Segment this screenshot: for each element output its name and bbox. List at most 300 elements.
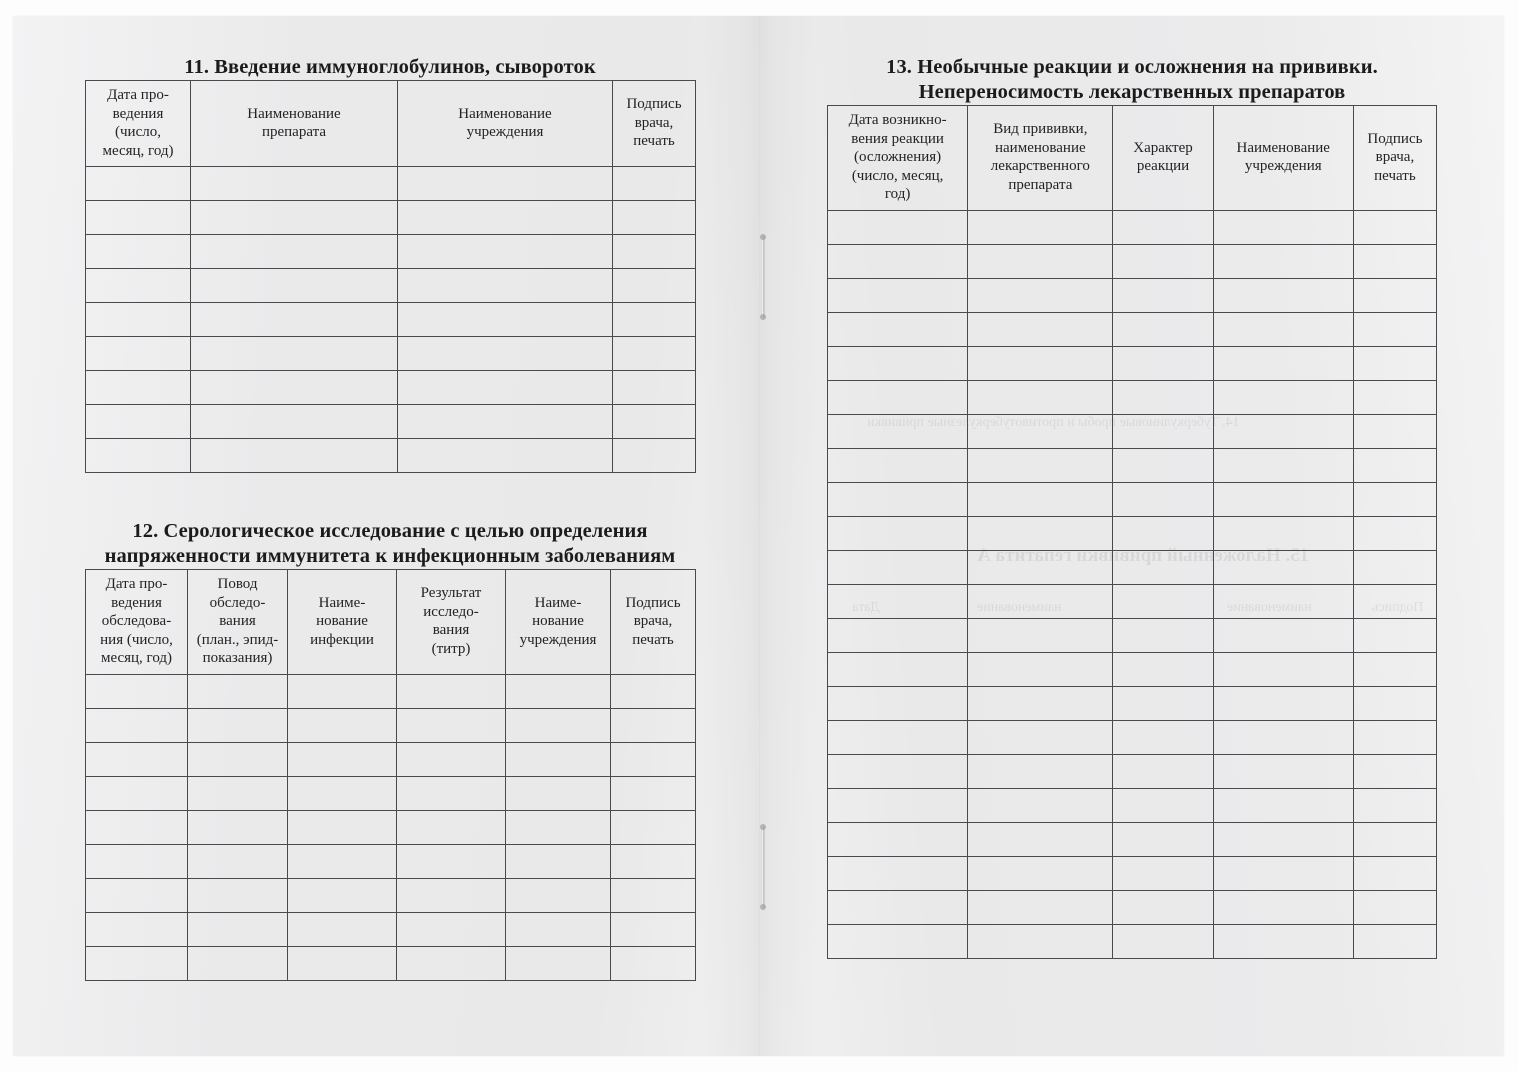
table-cell[interactable] — [611, 708, 696, 742]
table-cell[interactable] — [828, 380, 968, 414]
table-cell[interactable] — [1213, 380, 1353, 414]
table-cell[interactable] — [506, 776, 611, 810]
table-cell[interactable] — [506, 674, 611, 708]
table-cell[interactable] — [1113, 312, 1213, 346]
table-cell[interactable] — [506, 742, 611, 776]
table-cell[interactable] — [86, 776, 188, 810]
section-12-table-head — [86, 570, 696, 675]
section-11 — [85, 55, 695, 473]
table-cell[interactable] — [86, 269, 191, 303]
table-cell[interactable] — [1113, 856, 1213, 890]
table-cell[interactable] — [288, 708, 397, 742]
table-cell[interactable] — [828, 720, 968, 754]
table-cell[interactable] — [1113, 210, 1213, 244]
table-cell[interactable] — [1213, 346, 1353, 380]
table-cell[interactable] — [1353, 652, 1436, 686]
table-cell[interactable] — [828, 278, 968, 312]
table-row[interactable] — [86, 337, 696, 371]
column-header-vaccine-type — [968, 106, 1113, 211]
table-cell[interactable] — [613, 167, 696, 201]
table-cell[interactable] — [968, 856, 1113, 890]
header-line: (план., эпид- — [196, 631, 279, 648]
table-row[interactable] — [828, 856, 1437, 890]
table-cell[interactable] — [968, 788, 1113, 822]
table-row[interactable] — [828, 924, 1437, 958]
table-cell[interactable] — [1353, 584, 1436, 618]
table-cell[interactable] — [1113, 924, 1213, 958]
table-cell[interactable] — [611, 810, 696, 844]
section-13-table — [827, 105, 1437, 959]
table-cell[interactable] — [397, 742, 506, 776]
table-cell[interactable] — [86, 946, 188, 980]
table-cell[interactable] — [1213, 550, 1353, 584]
section-13-table-body — [828, 210, 1437, 958]
column-header-institution-name — [1213, 106, 1353, 211]
table-cell[interactable] — [191, 337, 398, 371]
table-row[interactable] — [828, 516, 1437, 550]
table-cell[interactable] — [1113, 652, 1213, 686]
table-cell[interactable] — [397, 776, 506, 810]
table-cell[interactable] — [828, 550, 968, 584]
table-cell[interactable] — [1113, 754, 1213, 788]
header-line: препарата — [261, 124, 327, 140]
table-cell[interactable] — [86, 405, 191, 439]
table-cell[interactable] — [968, 448, 1113, 482]
table-cell[interactable] — [191, 201, 398, 235]
table-cell[interactable] — [828, 890, 968, 924]
table-cell[interactable] — [1213, 516, 1353, 550]
table-cell[interactable] — [1113, 550, 1213, 584]
table-cell[interactable] — [1353, 686, 1436, 720]
table-cell[interactable] — [1113, 788, 1213, 822]
table-cell[interactable] — [968, 618, 1113, 652]
header-line: нование — [532, 613, 584, 629]
table-cell[interactable] — [86, 878, 188, 912]
table-cell[interactable] — [191, 167, 398, 201]
table-row[interactable] — [828, 448, 1437, 482]
table-cell[interactable] — [828, 686, 968, 720]
table-row[interactable] — [86, 674, 696, 708]
table-cell[interactable] — [1113, 482, 1213, 516]
section-12 — [85, 519, 695, 981]
table-cell[interactable] — [828, 924, 968, 958]
table-row[interactable] — [828, 686, 1437, 720]
header-line: месяц, год) — [100, 650, 173, 666]
table-cell[interactable] — [288, 844, 397, 878]
header-line: Наименование — [458, 105, 552, 122]
table-cell[interactable] — [1113, 584, 1213, 618]
header-line: вения реакции — [851, 130, 944, 147]
table-row[interactable] — [828, 788, 1437, 822]
right-page — [827, 55, 1437, 959]
table-cell[interactable] — [1113, 720, 1213, 754]
table-cell[interactable] — [1353, 618, 1436, 652]
table-cell[interactable] — [968, 720, 1113, 754]
column-header-result-titre — [397, 570, 506, 675]
table-cell[interactable] — [1213, 720, 1353, 754]
table-cell[interactable] — [397, 946, 506, 980]
table-cell[interactable] — [288, 946, 397, 980]
table-row[interactable] — [86, 742, 696, 776]
table-cell[interactable] — [1213, 312, 1353, 346]
table-cell[interactable] — [828, 448, 968, 482]
section-12-title-line-1: 12. Серологическое исследование с целью определения — [132, 520, 648, 542]
table-cell[interactable] — [86, 439, 191, 473]
table-row[interactable] — [828, 414, 1437, 448]
table-cell[interactable] — [398, 167, 613, 201]
table-header-row — [828, 106, 1437, 211]
section-11-title — [85, 55, 695, 80]
table-cell[interactable] — [86, 674, 188, 708]
table-cell[interactable] — [968, 890, 1113, 924]
table-row[interactable] — [828, 380, 1437, 414]
table-cell[interactable] — [188, 776, 288, 810]
table-cell[interactable] — [1353, 754, 1436, 788]
table-cell[interactable] — [188, 674, 288, 708]
table-cell[interactable] — [288, 912, 397, 946]
table-cell[interactable] — [828, 754, 968, 788]
table-cell[interactable] — [611, 674, 696, 708]
table-cell[interactable] — [1213, 584, 1353, 618]
table-cell[interactable] — [1213, 754, 1353, 788]
table-cell[interactable] — [611, 878, 696, 912]
section-11-table — [85, 80, 696, 473]
table-cell[interactable] — [86, 235, 191, 269]
table-cell[interactable] — [288, 776, 397, 810]
table-cell[interactable] — [1353, 278, 1436, 312]
table-row[interactable] — [828, 482, 1437, 516]
table-cell[interactable] — [968, 516, 1113, 550]
table-cell[interactable] — [613, 303, 696, 337]
table-cell[interactable] — [1113, 686, 1213, 720]
table-cell[interactable] — [188, 946, 288, 980]
header-line: Вид прививки, — [993, 121, 1088, 138]
table-cell[interactable] — [288, 810, 397, 844]
section-11-table-head — [86, 81, 696, 167]
header-line: врача, — [1375, 149, 1415, 165]
header-line: Дата возникно- — [848, 112, 947, 128]
table-cell[interactable] — [1113, 346, 1213, 380]
table-cell[interactable] — [191, 371, 398, 405]
table-cell[interactable] — [968, 244, 1113, 278]
table-cell[interactable] — [1113, 380, 1213, 414]
table-cell[interactable] — [1113, 244, 1213, 278]
table-cell[interactable] — [968, 754, 1113, 788]
table-cell[interactable] — [86, 844, 188, 878]
table-cell[interactable] — [968, 380, 1113, 414]
table-cell[interactable] — [1353, 856, 1436, 890]
table-cell[interactable] — [1353, 924, 1436, 958]
section-12-table-body — [86, 674, 696, 980]
table-cell[interactable] — [86, 167, 191, 201]
table-cell[interactable] — [191, 405, 398, 439]
header-line: нование — [316, 613, 368, 629]
table-cell[interactable] — [828, 414, 968, 448]
table-cell[interactable] — [1113, 278, 1213, 312]
table-row[interactable] — [828, 754, 1437, 788]
table-cell[interactable] — [506, 878, 611, 912]
table-cell[interactable] — [613, 371, 696, 405]
table-cell[interactable] — [1113, 516, 1213, 550]
table-cell[interactable] — [968, 686, 1113, 720]
table-cell[interactable] — [968, 482, 1113, 516]
table-row[interactable] — [86, 371, 696, 405]
table-cell[interactable] — [191, 269, 398, 303]
table-row[interactable] — [828, 210, 1437, 244]
table-cell[interactable] — [828, 312, 968, 346]
table-cell[interactable] — [1353, 210, 1436, 244]
table-cell[interactable] — [968, 924, 1113, 958]
table-cell[interactable] — [398, 337, 613, 371]
table-cell[interactable] — [968, 584, 1113, 618]
table-row[interactable] — [828, 890, 1437, 924]
table-cell[interactable] — [86, 303, 191, 337]
header-line: Наименование — [1236, 139, 1330, 156]
header-line: Повод — [217, 576, 258, 592]
table-cell[interactable] — [191, 235, 398, 269]
table-cell[interactable] — [86, 912, 188, 946]
table-cell[interactable] — [1113, 618, 1213, 652]
table-cell[interactable] — [611, 776, 696, 810]
table-cell[interactable] — [288, 878, 397, 912]
table-row[interactable] — [828, 822, 1437, 856]
table-cell[interactable] — [968, 312, 1113, 346]
table-cell[interactable] — [613, 201, 696, 235]
table-cell[interactable] — [1213, 788, 1353, 822]
table-cell[interactable] — [828, 856, 968, 890]
table-cell[interactable] — [1113, 822, 1213, 856]
table-row[interactable] — [86, 844, 696, 878]
table-cell[interactable] — [288, 742, 397, 776]
table-cell[interactable] — [86, 810, 188, 844]
table-cell[interactable] — [506, 912, 611, 946]
section-13-title — [827, 55, 1437, 105]
table-cell[interactable] — [506, 708, 611, 742]
table-cell[interactable] — [828, 788, 968, 822]
table-cell[interactable] — [188, 844, 288, 878]
table-cell[interactable] — [1353, 550, 1436, 584]
table-cell[interactable] — [1353, 312, 1436, 346]
table-cell[interactable] — [968, 550, 1113, 584]
table-cell[interactable] — [188, 810, 288, 844]
table-cell[interactable] — [1113, 448, 1213, 482]
table-cell[interactable] — [613, 269, 696, 303]
table-cell[interactable] — [398, 439, 613, 473]
table-cell[interactable] — [968, 210, 1113, 244]
table-row[interactable] — [86, 776, 696, 810]
table-cell[interactable] — [86, 742, 188, 776]
table-cell[interactable] — [1213, 482, 1353, 516]
table-cell[interactable] — [398, 371, 613, 405]
table-row[interactable] — [828, 584, 1437, 618]
table-cell[interactable] — [968, 278, 1113, 312]
header-line: печать — [632, 631, 674, 648]
table-cell[interactable] — [188, 742, 288, 776]
table-cell[interactable] — [398, 201, 613, 235]
table-cell[interactable] — [397, 878, 506, 912]
table-cell[interactable] — [188, 878, 288, 912]
header-line: обследова- — [101, 613, 172, 629]
table-cell[interactable] — [968, 652, 1113, 686]
table-row[interactable] — [828, 720, 1437, 754]
table-cell[interactable] — [828, 244, 968, 278]
table-cell[interactable] — [1353, 890, 1436, 924]
header-line: вания — [219, 613, 256, 629]
table-cell[interactable] — [1353, 346, 1436, 380]
table-cell[interactable] — [613, 337, 696, 371]
table-row[interactable] — [86, 167, 696, 201]
table-row[interactable] — [86, 878, 696, 912]
table-cell[interactable] — [397, 912, 506, 946]
table-cell[interactable] — [1213, 822, 1353, 856]
table-row[interactable] — [86, 439, 696, 473]
table-cell[interactable] — [611, 912, 696, 946]
header-line: Подпись — [625, 594, 681, 611]
table-cell[interactable] — [86, 337, 191, 371]
table-row[interactable] — [828, 278, 1437, 312]
table-cell[interactable] — [1213, 414, 1353, 448]
table-cell[interactable] — [1353, 244, 1436, 278]
table-cell[interactable] — [1213, 244, 1353, 278]
table-cell[interactable] — [613, 405, 696, 439]
header-line: лекарственного — [990, 158, 1090, 175]
table-row[interactable] — [828, 550, 1437, 584]
table-cell[interactable] — [828, 346, 968, 380]
table-cell[interactable] — [1353, 448, 1436, 482]
table-cell[interactable] — [397, 810, 506, 844]
table-cell[interactable] — [398, 235, 613, 269]
header-line: (число, — [115, 124, 161, 140]
table-row[interactable] — [86, 303, 696, 337]
table-row[interactable] — [86, 946, 696, 980]
table-cell[interactable] — [611, 742, 696, 776]
header-line: ведения — [112, 105, 164, 122]
table-cell[interactable] — [828, 516, 968, 550]
section-12-table — [85, 569, 696, 981]
table-cell[interactable] — [86, 371, 191, 405]
header-line: наименование — [995, 139, 1086, 156]
table-row[interactable] — [86, 269, 696, 303]
table-cell[interactable] — [86, 708, 188, 742]
header-line: месяц, год) — [102, 142, 174, 159]
table-cell[interactable] — [398, 303, 613, 337]
table-cell[interactable] — [828, 482, 968, 516]
table-cell[interactable] — [398, 405, 613, 439]
table-cell[interactable] — [1113, 414, 1213, 448]
table-cell[interactable] — [188, 912, 288, 946]
table-cell[interactable] — [397, 708, 506, 742]
table-row[interactable] — [828, 244, 1437, 278]
header-line: Результат — [420, 585, 482, 602]
table-row[interactable] — [828, 312, 1437, 346]
header-line: Наиме- — [534, 594, 582, 611]
table-cell[interactable] — [611, 844, 696, 878]
table-row[interactable] — [86, 810, 696, 844]
table-cell[interactable] — [611, 946, 696, 980]
section-12-title-line-2: напряженности иммунитета к инфекционным заболеваниям — [104, 545, 676, 567]
table-cell[interactable] — [828, 584, 968, 618]
table-cell[interactable] — [1353, 720, 1436, 754]
column-header-institution-name — [506, 570, 611, 675]
table-cell[interactable] — [1353, 414, 1436, 448]
staple-bottom-icon — [761, 826, 765, 908]
header-line: (осложнения) — [854, 149, 942, 165]
table-cell[interactable] — [1213, 210, 1353, 244]
table-cell[interactable] — [397, 844, 506, 878]
table-cell[interactable] — [398, 269, 613, 303]
column-header-reaction-date — [828, 106, 968, 211]
table-cell[interactable] — [506, 844, 611, 878]
table-cell[interactable] — [1353, 516, 1436, 550]
header-line: реакции — [1136, 158, 1190, 175]
table-cell[interactable] — [828, 210, 968, 244]
staple-top-icon — [761, 236, 765, 318]
table-cell[interactable] — [1353, 788, 1436, 822]
table-cell[interactable] — [828, 652, 968, 686]
table-row[interactable] — [86, 201, 696, 235]
table-cell[interactable] — [968, 346, 1113, 380]
column-header-exam-reason — [188, 570, 288, 675]
table-cell[interactable] — [1213, 278, 1353, 312]
table-cell[interactable] — [1213, 890, 1353, 924]
table-cell[interactable] — [191, 439, 398, 473]
table-cell[interactable] — [1213, 686, 1353, 720]
table-row[interactable] — [86, 405, 696, 439]
table-cell[interactable] — [1113, 890, 1213, 924]
table-cell[interactable] — [613, 439, 696, 473]
table-cell[interactable] — [86, 201, 191, 235]
table-row[interactable] — [828, 618, 1437, 652]
table-cell[interactable] — [828, 822, 968, 856]
table-cell[interactable] — [1213, 924, 1353, 958]
table-cell[interactable] — [968, 822, 1113, 856]
header-line: год) — [884, 186, 911, 202]
table-cell[interactable] — [1213, 856, 1353, 890]
table-cell[interactable] — [613, 235, 696, 269]
table-cell[interactable] — [188, 708, 288, 742]
table-cell[interactable] — [1353, 482, 1436, 516]
table-cell[interactable] — [506, 946, 611, 980]
table-row[interactable] — [828, 346, 1437, 380]
table-cell[interactable] — [1213, 448, 1353, 482]
table-cell[interactable] — [1353, 822, 1436, 856]
table-cell[interactable] — [506, 810, 611, 844]
table-row[interactable] — [86, 912, 696, 946]
column-header-institution-name — [398, 81, 613, 167]
table-cell[interactable] — [397, 674, 506, 708]
table-cell[interactable] — [1213, 652, 1353, 686]
header-line: Дата про- — [107, 87, 169, 103]
header-line: Наиме- — [318, 594, 366, 611]
table-cell[interactable] — [1213, 618, 1353, 652]
header-line: (титр) — [431, 640, 471, 657]
table-cell[interactable] — [191, 303, 398, 337]
table-row[interactable] — [86, 235, 696, 269]
table-header-row — [86, 81, 696, 167]
table-row[interactable] — [828, 652, 1437, 686]
table-cell[interactable] — [828, 618, 968, 652]
table-row[interactable] — [86, 708, 696, 742]
header-line: печать — [1374, 167, 1416, 184]
table-header-row — [86, 570, 696, 675]
table-cell[interactable] — [288, 674, 397, 708]
table-cell[interactable] — [968, 414, 1113, 448]
header-line: исследо- — [423, 603, 479, 620]
header-line: вания — [432, 622, 470, 639]
header-line: учреждения — [1244, 158, 1322, 175]
table-cell[interactable] — [1353, 380, 1436, 414]
column-header-doctor-signature — [1353, 106, 1436, 211]
